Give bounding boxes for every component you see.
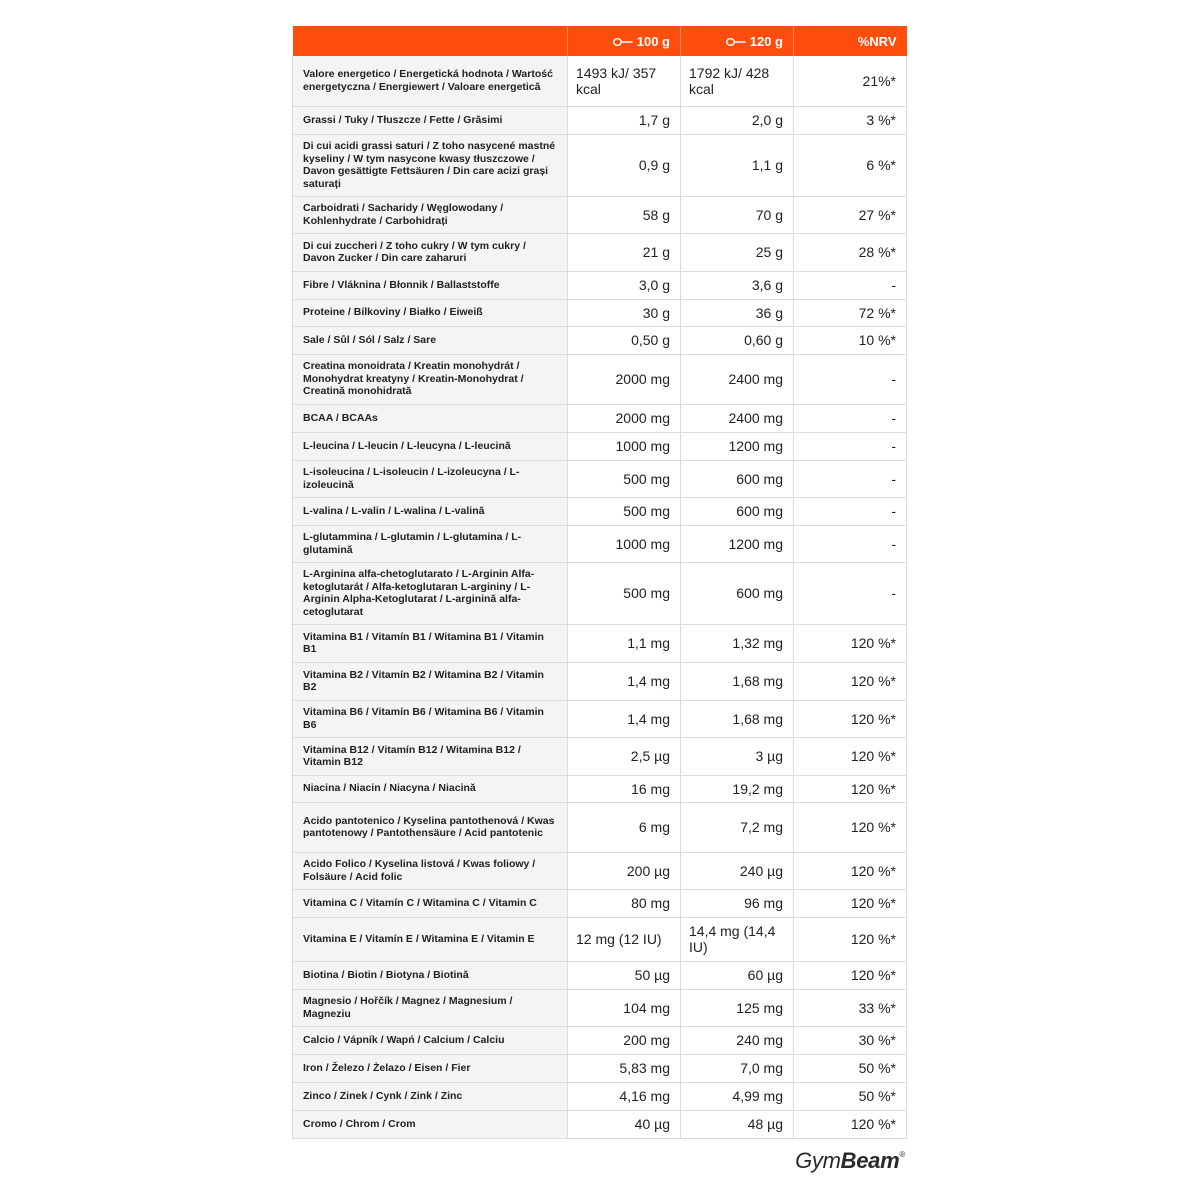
table-row bbox=[293, 1054, 907, 1082]
table-row bbox=[293, 737, 907, 775]
value-per-120g: 7,0 mg bbox=[681, 1054, 794, 1082]
table-row bbox=[293, 562, 907, 624]
value-per-100g: 2000 mg bbox=[568, 354, 681, 404]
header-100g-label: 100 g bbox=[636, 33, 670, 49]
nutrient-name: Magnesio / Hořčík / Magnez / Magnesium / Magneziu bbox=[293, 989, 568, 1026]
value-nrv: 120 %* bbox=[794, 802, 907, 852]
value-nrv: 120 %* bbox=[794, 662, 907, 700]
table-row bbox=[293, 460, 907, 497]
value-per-120g: 2400 mg bbox=[681, 404, 794, 432]
value-nrv: 3 %* bbox=[794, 106, 907, 134]
value-nrv: - bbox=[794, 404, 907, 432]
table-row bbox=[293, 525, 907, 562]
value-nrv: - bbox=[794, 271, 907, 299]
value-nrv: 120 %* bbox=[794, 1110, 907, 1138]
value-per-100g: 5,83 mg bbox=[568, 1054, 681, 1082]
value-per-100g: 200 µg bbox=[568, 852, 681, 889]
nutrient-name: Carboidrati / Sacharidy / Węglowodany / Kohlenhydrate / Carbohidrați bbox=[293, 196, 568, 233]
value-per-100g: 21 g bbox=[568, 233, 681, 271]
value-per-120g: 1,68 mg bbox=[681, 662, 794, 700]
value-per-120g: 1200 mg bbox=[681, 432, 794, 460]
header-120g bbox=[681, 26, 794, 56]
nutrient-name: Acido Folico / Kyselina listová / Kwas foliowy / Folsäure / Acid folic bbox=[293, 852, 568, 889]
nutrient-name: Iron / Železo / Żelazo / Eisen / Fier bbox=[293, 1054, 568, 1082]
value-nrv: 21%* bbox=[794, 56, 907, 106]
value-nrv: - bbox=[794, 525, 907, 562]
table-row bbox=[293, 1026, 907, 1054]
value-per-100g: 1,4 mg bbox=[568, 700, 681, 737]
table-row bbox=[293, 497, 907, 525]
table-row bbox=[293, 852, 907, 889]
value-per-100g: 2,5 µg bbox=[568, 737, 681, 775]
table-row bbox=[293, 802, 907, 852]
value-nrv: 33 %* bbox=[794, 989, 907, 1026]
value-per-100g: 500 mg bbox=[568, 460, 681, 497]
value-per-100g: 104 mg bbox=[568, 989, 681, 1026]
table-row bbox=[293, 989, 907, 1026]
header-120g-label: 120 g bbox=[749, 33, 783, 49]
value-per-120g: 600 mg bbox=[681, 460, 794, 497]
value-per-120g: 125 mg bbox=[681, 989, 794, 1026]
nutrient-name: Zinco / Zinek / Cynk / Zink / Zinc bbox=[293, 1082, 568, 1110]
table-row bbox=[293, 233, 907, 271]
header-100g bbox=[568, 26, 681, 56]
table-row bbox=[293, 775, 907, 802]
value-per-100g: 40 µg bbox=[568, 1110, 681, 1138]
value-per-100g: 50 µg bbox=[568, 961, 681, 989]
nutrient-name: Niacina / Niacin / Niacyna / Niacină bbox=[293, 775, 568, 802]
value-per-120g: 1,32 mg bbox=[681, 624, 794, 662]
value-nrv: - bbox=[794, 497, 907, 525]
nutrient-name: Valore energetico / Energetická hodnota / Wartość energetyczna / Energiewert / Valoare energetică bbox=[293, 56, 568, 106]
table-row bbox=[293, 700, 907, 737]
nutrient-name: Fibre / Vláknina / Błonnik / Ballaststoffe bbox=[293, 271, 568, 299]
value-per-100g: 3,0 g bbox=[568, 271, 681, 299]
nutrient-name: Proteine / Bílkoviny / Białko / Eiweiß bbox=[293, 299, 568, 326]
value-per-120g: 36 g bbox=[681, 299, 794, 326]
value-nrv: 120 %* bbox=[794, 889, 907, 917]
table-row bbox=[293, 662, 907, 700]
value-per-100g: 500 mg bbox=[568, 497, 681, 525]
table-row bbox=[293, 326, 907, 354]
value-per-100g: 500 mg bbox=[568, 562, 681, 624]
nutrient-name: L-Arginina alfa-chetoglutarato / L-Arginin Alfa-ketoglutarát / Alfa-ketoglutaran L-argininy / L-Arginin Alpha-Ketoglutarat / L-arginină alfa-cetoglutarat bbox=[293, 562, 568, 624]
value-per-100g: 200 mg bbox=[568, 1026, 681, 1054]
value-nrv: 120 %* bbox=[794, 852, 907, 889]
value-nrv: - bbox=[794, 354, 907, 404]
value-per-120g: 240 µg bbox=[681, 852, 794, 889]
brand-registered-mark: ® bbox=[899, 1150, 905, 1159]
value-per-120g: 25 g bbox=[681, 233, 794, 271]
nutrient-name: Calcio / Vápník / Wapń / Calcium / Calciu bbox=[293, 1026, 568, 1054]
value-per-100g: 2000 mg bbox=[568, 404, 681, 432]
value-nrv: - bbox=[794, 460, 907, 497]
nutrient-name: Vitamina C / Vitamín C / Witamina C / Vitamin C bbox=[293, 889, 568, 917]
value-per-100g: 58 g bbox=[568, 196, 681, 233]
value-per-120g: 2,0 g bbox=[681, 106, 794, 134]
value-nrv: 6 %* bbox=[794, 134, 907, 196]
table-row bbox=[293, 624, 907, 662]
nutrient-name: Acido pantotenico / Kyselina pantothenová / Kwas pantotenowy / Pantothensäure / Acid pantotenic bbox=[293, 802, 568, 852]
table-row bbox=[293, 106, 907, 134]
value-per-100g: 30 g bbox=[568, 299, 681, 326]
value-per-100g: 1000 mg bbox=[568, 525, 681, 562]
nutrient-name: L-glutammina / L-glutamin / L-glutamina / L-glutamină bbox=[293, 525, 568, 562]
nutrient-name: L-isoleucina / L-isoleucin / L-izoleucyna / L-izoleucină bbox=[293, 460, 568, 497]
value-per-100g: 80 mg bbox=[568, 889, 681, 917]
value-nrv: 120 %* bbox=[794, 624, 907, 662]
value-per-120g: 3,6 g bbox=[681, 271, 794, 299]
nutrition-table bbox=[292, 26, 907, 1139]
value-nrv: 120 %* bbox=[794, 961, 907, 989]
value-per-100g: 4,16 mg bbox=[568, 1082, 681, 1110]
value-per-120g: 0,60 g bbox=[681, 326, 794, 354]
nutrient-name: Vitamina E / Vitamín E / Witamina E / Vitamin E bbox=[293, 917, 568, 961]
nutrient-name: Biotina / Biotin / Biotyna / Biotină bbox=[293, 961, 568, 989]
value-per-120g: 2400 mg bbox=[681, 354, 794, 404]
value-per-120g: 7,2 mg bbox=[681, 802, 794, 852]
table-row bbox=[293, 196, 907, 233]
nutrient-name: Sale / Sůl / Sól / Salz / Sare bbox=[293, 326, 568, 354]
value-nrv: 50 %* bbox=[794, 1082, 907, 1110]
table-body bbox=[293, 56, 907, 1138]
table-row bbox=[293, 889, 907, 917]
value-per-100g: 1000 mg bbox=[568, 432, 681, 460]
value-nrv: 72 %* bbox=[794, 299, 907, 326]
value-per-100g: 0,9 g bbox=[568, 134, 681, 196]
value-nrv: 120 %* bbox=[794, 737, 907, 775]
value-nrv: 50 %* bbox=[794, 1054, 907, 1082]
table-row bbox=[293, 299, 907, 326]
value-per-120g: 1,68 mg bbox=[681, 700, 794, 737]
nutrient-name: BCAA / BCAAs bbox=[293, 404, 568, 432]
table-row bbox=[293, 917, 907, 961]
value-per-120g: 48 µg bbox=[681, 1110, 794, 1138]
value-nrv: 30 %* bbox=[794, 1026, 907, 1054]
value-per-120g: 4,99 mg bbox=[681, 1082, 794, 1110]
nutrient-name: Creatina monoidrata / Kreatin monohydrát / Monohydrat kreatyny / Kreatin-Monohydrat / Creatină monohidrată bbox=[293, 354, 568, 404]
value-per-120g: 19,2 mg bbox=[681, 775, 794, 802]
scoop-icon bbox=[613, 37, 633, 47]
value-per-100g: 1,1 mg bbox=[568, 624, 681, 662]
value-per-100g: 6 mg bbox=[568, 802, 681, 852]
value-nrv: 10 %* bbox=[794, 326, 907, 354]
header-label-column bbox=[293, 26, 568, 56]
value-nrv: 120 %* bbox=[794, 700, 907, 737]
table-row bbox=[293, 354, 907, 404]
table-row bbox=[293, 961, 907, 989]
value-per-120g: 14,4 mg (14,4 IU) bbox=[681, 917, 794, 961]
value-nrv: - bbox=[794, 562, 907, 624]
value-per-100g: 1,7 g bbox=[568, 106, 681, 134]
value-per-120g: 96 mg bbox=[681, 889, 794, 917]
scoop-icon bbox=[726, 37, 746, 47]
value-per-120g: 1200 mg bbox=[681, 525, 794, 562]
value-nrv: 120 %* bbox=[794, 917, 907, 961]
value-per-120g: 240 mg bbox=[681, 1026, 794, 1054]
table-row bbox=[293, 432, 907, 460]
value-nrv: 28 %* bbox=[794, 233, 907, 271]
nutrient-name: L-leucina / L-leucin / L-leucyna / L-leucină bbox=[293, 432, 568, 460]
value-per-120g: 600 mg bbox=[681, 562, 794, 624]
value-per-100g: 0,50 g bbox=[568, 326, 681, 354]
brand-logo-part2: Beam bbox=[840, 1148, 900, 1173]
table-header-row bbox=[293, 26, 907, 56]
value-per-100g: 16 mg bbox=[568, 775, 681, 802]
nutrient-name: L-valina / L-valin / L-walina / L-valină bbox=[293, 497, 568, 525]
nutrient-name: Di cui zuccheri / Z toho cukry / W tym cukry / Davon Zucker / Din care zaharuri bbox=[293, 233, 568, 271]
table-row bbox=[293, 1110, 907, 1138]
table-row bbox=[293, 56, 907, 106]
value-per-120g: 70 g bbox=[681, 196, 794, 233]
nutrient-name: Di cui acidi grassi saturi / Z toho nasycené mastné kyseliny / W tym nasycone kwasy tłuszczowe / Davon gesättigte Fettsäuren / Din care acizi grași saturați bbox=[293, 134, 568, 196]
value-per-120g: 1,1 g bbox=[681, 134, 794, 196]
nutrient-name: Vitamina B2 / Vitamín B2 / Witamina B2 / Vitamin B2 bbox=[293, 662, 568, 700]
header-nrv: %NRV bbox=[794, 26, 907, 56]
nutrient-name: Cromo / Chrom / Crom bbox=[293, 1110, 568, 1138]
value-nrv: 27 %* bbox=[794, 196, 907, 233]
value-per-120g: 60 µg bbox=[681, 961, 794, 989]
brand-logo-part1: Gym bbox=[795, 1148, 841, 1173]
table-row bbox=[293, 404, 907, 432]
value-per-120g: 1792 kJ/ 428 kcal bbox=[681, 56, 794, 106]
value-per-120g: 600 mg bbox=[681, 497, 794, 525]
table-row bbox=[293, 271, 907, 299]
value-per-100g: 1493 kJ/ 357 kcal bbox=[568, 56, 681, 106]
nutrient-name: Vitamina B12 / Vitamín B12 / Witamina B12 / Vitamin B12 bbox=[293, 737, 568, 775]
nutrition-table-container bbox=[292, 26, 906, 1139]
value-per-100g: 12 mg (12 IU) bbox=[568, 917, 681, 961]
value-per-100g: 1,4 mg bbox=[568, 662, 681, 700]
nutrient-name: Vitamina B1 / Vitamín B1 / Witamina B1 / Vitamin B1 bbox=[293, 624, 568, 662]
nutrient-name: Vitamina B6 / Vitamín B6 / Witamina B6 / Vitamin B6 bbox=[293, 700, 568, 737]
value-nrv: - bbox=[794, 432, 907, 460]
table-row bbox=[293, 134, 907, 196]
brand-logo bbox=[795, 1148, 905, 1174]
table-row bbox=[293, 1082, 907, 1110]
value-per-120g: 3 µg bbox=[681, 737, 794, 775]
value-nrv: 120 %* bbox=[794, 775, 907, 802]
nutrient-name: Grassi / Tuky / Tłuszcze / Fette / Grăsimi bbox=[293, 106, 568, 134]
